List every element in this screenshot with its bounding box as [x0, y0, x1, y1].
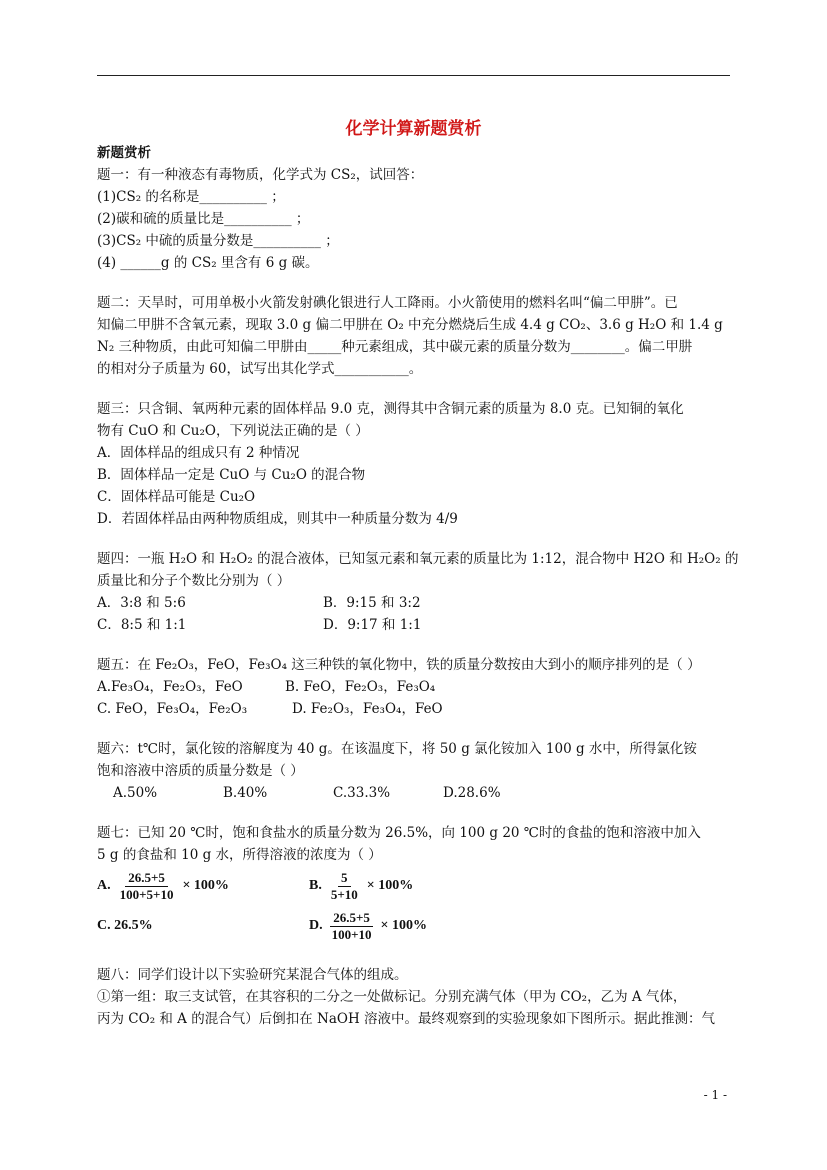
q3-line-2: 物有 CuO 和 Cu₂O，下列说法正确的是（ ） [97, 423, 369, 439]
fraction: $\frac{26.5+5}{100+10}$ [331, 909, 372, 942]
q2-line-2: 知偏二甲肼不含氧元素，现取 3.0 g 偏二甲肼在 O₂ 中充分燃烧后生成 4.4 g CO₂、3.6 g H₂O 和 1.4 g [97, 317, 723, 333]
q5-option-c: C. FeO，Fe₃O₄，Fe₂O₃ [97, 701, 248, 717]
q1-item-4: (4) ______g 的 CS₂ 里含有 6 g 碳。 [97, 255, 319, 271]
page-number: - 1 - [703, 1088, 727, 1102]
q7-option-a: A. $\frac{26.5+5}{100+5+10}$ × 100% [97, 869, 229, 902]
q2-line-1: 题二：天旱时，可用单极小火箭发射碘化银进行人工降雨。小火箭使用的燃料名叫“偏二甲肼”。已 [97, 295, 678, 311]
q6-line-2: 饱和溶液中溶质的质量分数是（ ） [97, 763, 304, 779]
q5-option-a: A.Fe₃O₄，Fe₂O₃，FeO [97, 679, 243, 695]
q1-stem: 题一：有一种液态有毒物质，化学式为 CS₂，试回答： [97, 167, 424, 183]
q8-line-2: ①第一组：取三支试管，在其容积的二分之一处做标记。分别充满气体（甲为 CO₂，乙为 A 气体， [97, 989, 687, 1005]
section-title: 新题赏析 [97, 145, 151, 161]
q7-line-1: 题七：已知 20 ℃时，饱和食盐水的质量分数为 26.5%，向 100 g 20 ℃时的食盐的饱和溶液中加入 [97, 825, 701, 841]
q7-options-row-2 [97, 906, 743, 946]
q4-options-row-1 [97, 592, 743, 614]
q2-line-4: 的相对分子质量为 60，试写出其化学式___________。 [97, 361, 423, 377]
q6-options [97, 782, 743, 804]
q7-option-c: C. 26.5% [97, 918, 153, 933]
q4-line-1: 题四：一瓶 H₂O 和 H₂O₂ 的混合液体，已知氢元素和氧元素的质量比为 1:12，混合物中 H2O 和 H₂O₂ 的 [97, 551, 739, 567]
q8-line-1: 题八：同学们设计以下实验研究某混合气体的组成。 [97, 967, 408, 983]
q7-options-row-1 [97, 866, 743, 906]
q3-option-d: D．若固体样品由两种物质组成，则其中一种质量分数为 4/9 [97, 511, 458, 527]
q4-option-d: D．9:17 和 1:1 [323, 617, 422, 633]
q3-option-a: A．固体样品的组成只有 2 种情况 [97, 445, 300, 461]
q3-option-b: B．固体样品一定是 CuO 与 Cu₂O 的混合物 [97, 467, 366, 483]
q2-line-3: N₂ 三种物质，由此可知偏二甲肼由_____种元素组成，其中碳元素的质量分数为________。偏二甲肼 [97, 339, 693, 355]
q6-option-b: B.40% [223, 785, 268, 801]
q6-option-a: A.50% [113, 785, 158, 801]
q3-option-c: C．固体样品可能是 Cu₂O [97, 489, 256, 505]
q6-option-c: C.33.3% [333, 785, 391, 801]
q7-option-d: D. $\frac{26.5+5}{100+10}$ × 100% [309, 909, 428, 942]
fraction: $\frac{26.5+5}{100+5+10}$ [119, 869, 174, 902]
q4-option-a: A．3:8 和 5:6 [97, 595, 186, 611]
q1-item-2: (2)碳和硫的质量比是__________ ； [97, 211, 310, 227]
q3-line-1: 题三：只含铜、氧两种元素的固体样品 9.0 克，测得其中含铜元素的质量为 8.0 克。已知铜的氧化 [97, 401, 684, 417]
q5-option-b: B. FeO，Fe₂O₃，Fe₃O₄ [285, 679, 436, 695]
q6-option-d: D.28.6% [443, 785, 501, 801]
q4-option-c: C．8:5 和 1:1 [97, 617, 187, 633]
header-rule [97, 75, 730, 76]
document-body [97, 142, 743, 1030]
page-title: 化学计算新题赏析 [345, 119, 482, 139]
q5-options-row-2 [97, 698, 743, 720]
q1-item-1: (1)CS₂ 的名称是__________ ； [97, 189, 285, 205]
q4-option-b: B．9:15 和 3:2 [323, 595, 421, 611]
q8-line-3: 丙为 CO₂ 和 A 的混合气）后倒扣在 NaOH 溶液中。最终观察到的实验现象如下图所示。据此推测：气 [97, 1011, 716, 1027]
fraction: $\frac{5}{5+10}$ [330, 869, 358, 902]
q6-line-1: 题六：t℃时，氯化铵的溶解度为 40 g。在该温度下，将 50 g 氯化铵加入 100 g 水中，所得氯化铵 [97, 741, 697, 757]
q5-stem: 题五：在 Fe₂O₃，FeO，Fe₃O₄ 这三种铁的氧化物中，铁的质量分数按由大到小的顺序排列的是（ ） [97, 657, 701, 673]
q7-option-b: B. $\frac{5}{5+10}$ × 100% [309, 869, 414, 902]
q4-line-2: 质量比和分子个数比分别为（ ） [97, 573, 291, 589]
q1-item-3: (3)CS₂ 中硫的质量分数是__________ ； [97, 233, 339, 249]
q4-options-row-2 [97, 614, 743, 636]
q5-option-d: D. Fe₂O₃，Fe₃O₄，FeO [292, 701, 443, 717]
q5-options-row-1 [97, 676, 743, 698]
q7-line-2: 5 g 的食盐和 10 g 水，所得溶液的浓度为（ ） [97, 847, 382, 863]
